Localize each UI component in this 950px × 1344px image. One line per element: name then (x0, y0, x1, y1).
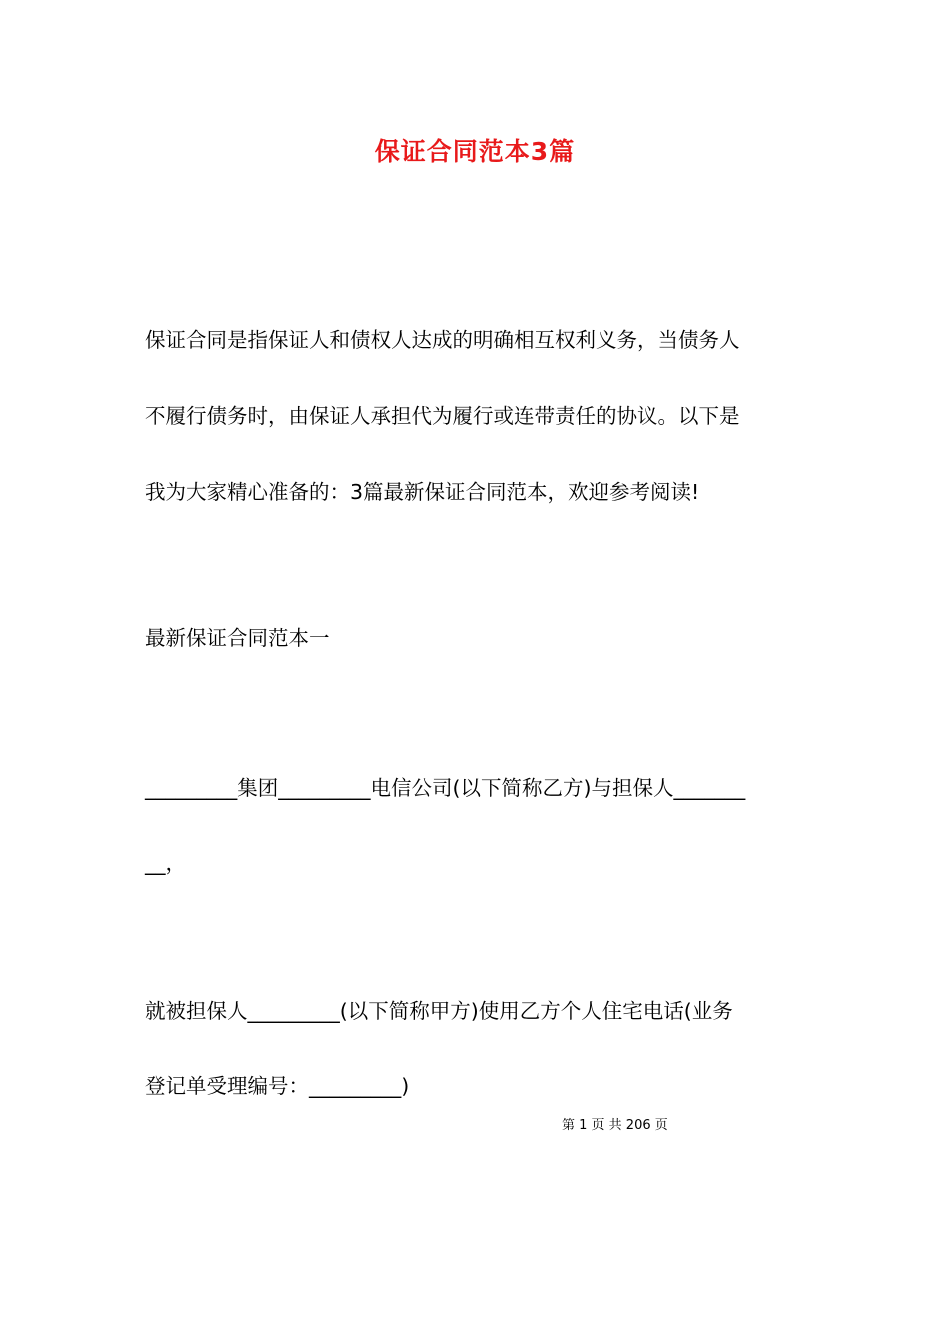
intro-line-1: 保证合同是指保证人和债权人达成的明确相互权利义务，当债务人 (145, 328, 740, 352)
contract-line-2: __， (145, 851, 186, 875)
intro-line-3: 我为大家精心准备的：3篇最新保证合同范本，欢迎参考阅读! (145, 480, 700, 504)
page-number: 第 1 页 共 206 页 (562, 1118, 668, 1133)
contract-line-4: 登记单受理编号：_________) (145, 1074, 410, 1098)
contract-line-1: _________集团_________电信公司(以下简称乙方)与担保人_______ (145, 776, 746, 800)
page-title: 保证合同范本3篇 (374, 137, 576, 166)
contract-line-3: 就被担保人_________(以下简称甲方)使用乙方个人住宅电话(业务 (145, 999, 733, 1023)
section-heading: 最新保证合同范本一 (145, 626, 330, 650)
intro-line-2: 不履行债务时，由保证人承担代为履行或连带责任的协议。以下是 (145, 404, 740, 428)
